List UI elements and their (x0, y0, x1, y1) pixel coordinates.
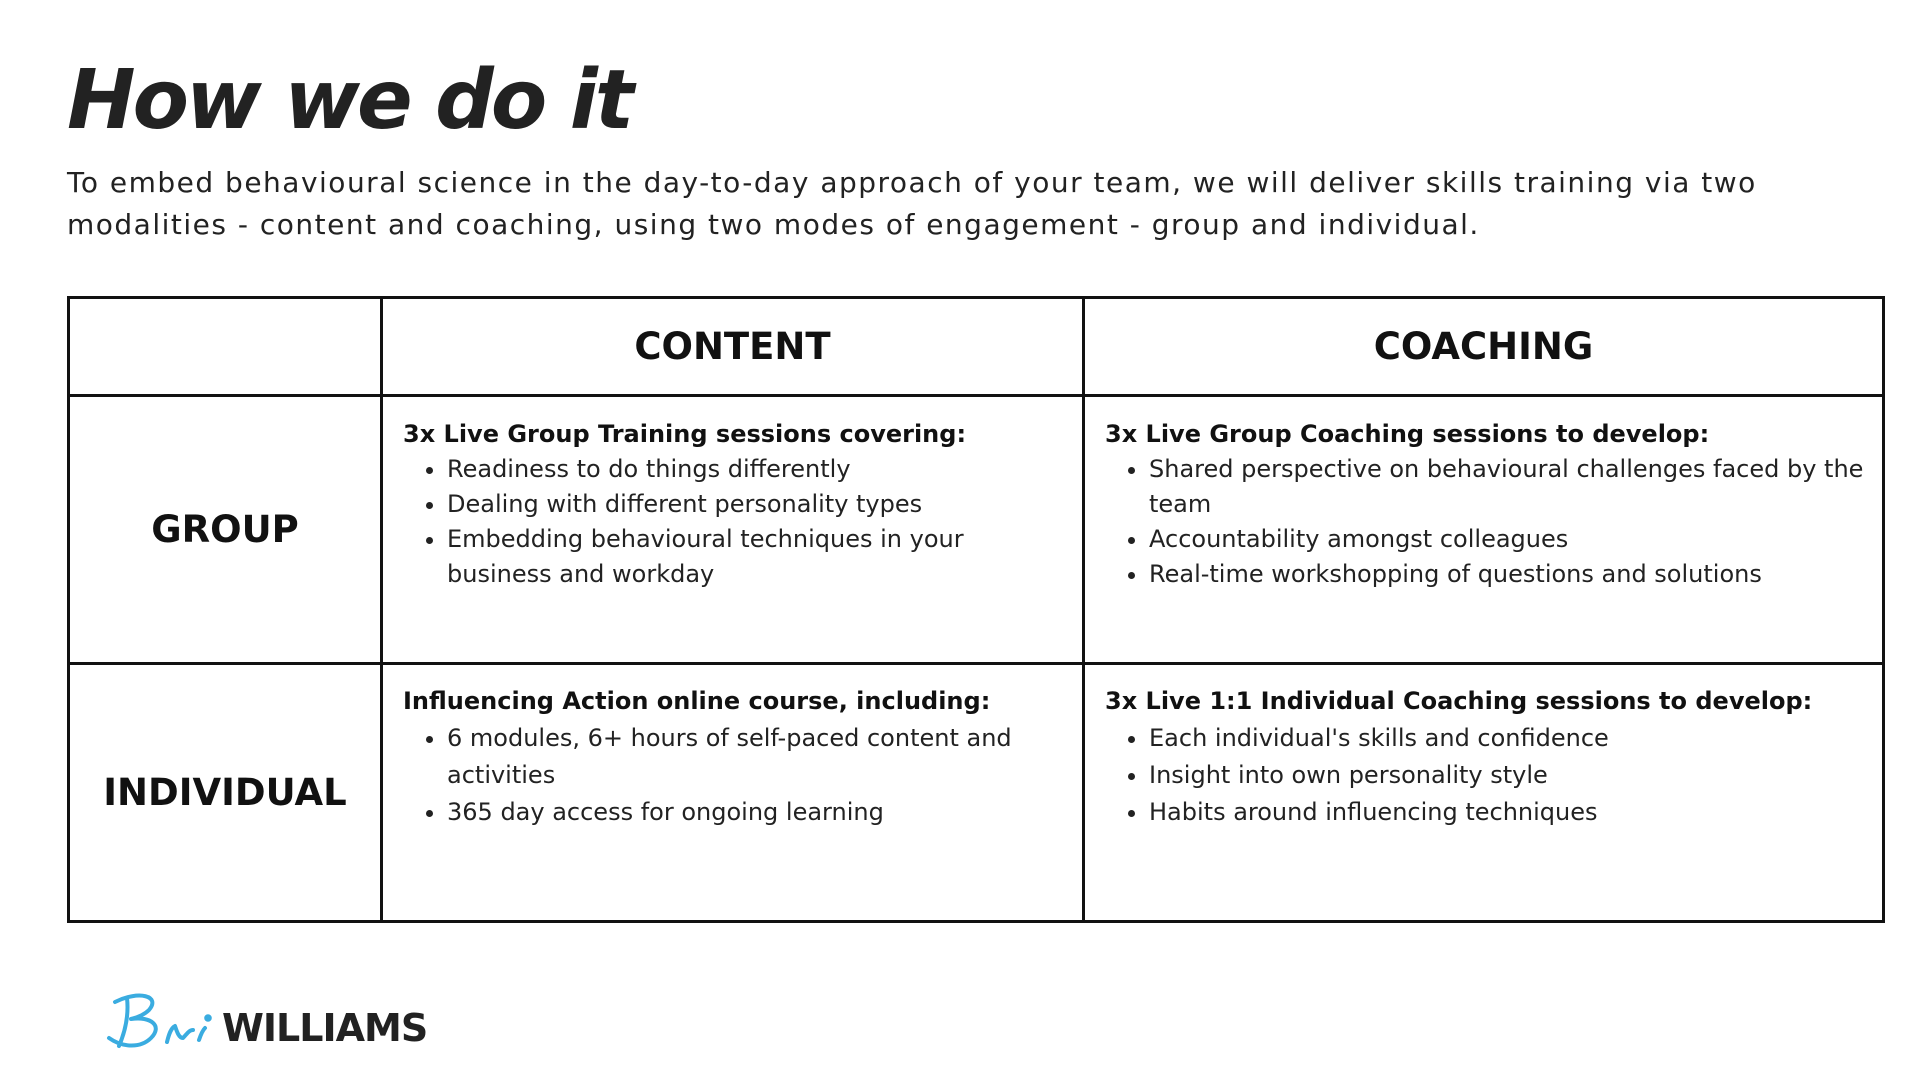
cell-individual-coaching (1084, 664, 1884, 922)
list-item: • Real-time workshopping of questions and solutions (1149, 557, 1864, 592)
engagement-matrix-table (67, 296, 1885, 923)
list-item: • Each individual's skills and confidence (1149, 720, 1864, 757)
cell-individual-content (382, 664, 1084, 922)
table-row-group (69, 396, 1884, 664)
bri-williams-logo (105, 986, 435, 1056)
list-item: • Shared perspective on behavioural challenges faced by the team (1149, 452, 1864, 522)
list-item: • Embedding behavioural techniques in your business and workday (447, 522, 1064, 592)
bullet-list (1105, 452, 1864, 592)
logo-wordmark: WILLIAMS (222, 1006, 428, 1050)
corner-cell (69, 298, 382, 396)
cell-heading: Influencing Action online course, including: (403, 687, 991, 715)
list-item: • 6 modules, 6+ hours of self-paced content and activities (447, 720, 1064, 794)
table-row-individual (69, 664, 1884, 922)
bullet-list (403, 452, 1064, 592)
column-header-content: CONTENT (382, 298, 1084, 396)
list-item: • 365 day access for ongoing learning (447, 794, 1064, 831)
intro-text: To embed behavioural science in the day-to-day approach of your team, we will deliver skills training via two modalities - content and coaching, using two modes of engagement - group and individual. (67, 166, 1757, 241)
row-header-individual: INDIVIDUAL (69, 664, 382, 922)
cell-heading: 3x Live 1:1 Individual Coaching sessions to develop: (1105, 687, 1813, 715)
list-item: • Insight into own personality style (1149, 757, 1864, 794)
list-item: • Habits around influencing techniques (1149, 794, 1864, 831)
cell-heading: 3x Live Group Coaching sessions to develop: (1105, 420, 1710, 448)
cell-group-content (382, 396, 1084, 664)
column-header-coaching: COACHING (1084, 298, 1884, 396)
list-item: • Readiness to do things differently (447, 452, 1064, 487)
list-item: • Dealing with different personality types (447, 487, 1064, 522)
logo-script-mark (105, 986, 225, 1056)
list-item: • Accountability amongst colleagues (1149, 522, 1864, 557)
bullet-list (403, 720, 1064, 831)
cell-heading: 3x Live Group Training sessions covering: (403, 420, 967, 448)
row-header-group: GROUP (69, 396, 382, 664)
bullet-list (1105, 720, 1864, 831)
page-title: How we do it (67, 53, 632, 148)
table-header-row (69, 298, 1884, 396)
cell-group-coaching (1084, 396, 1884, 664)
